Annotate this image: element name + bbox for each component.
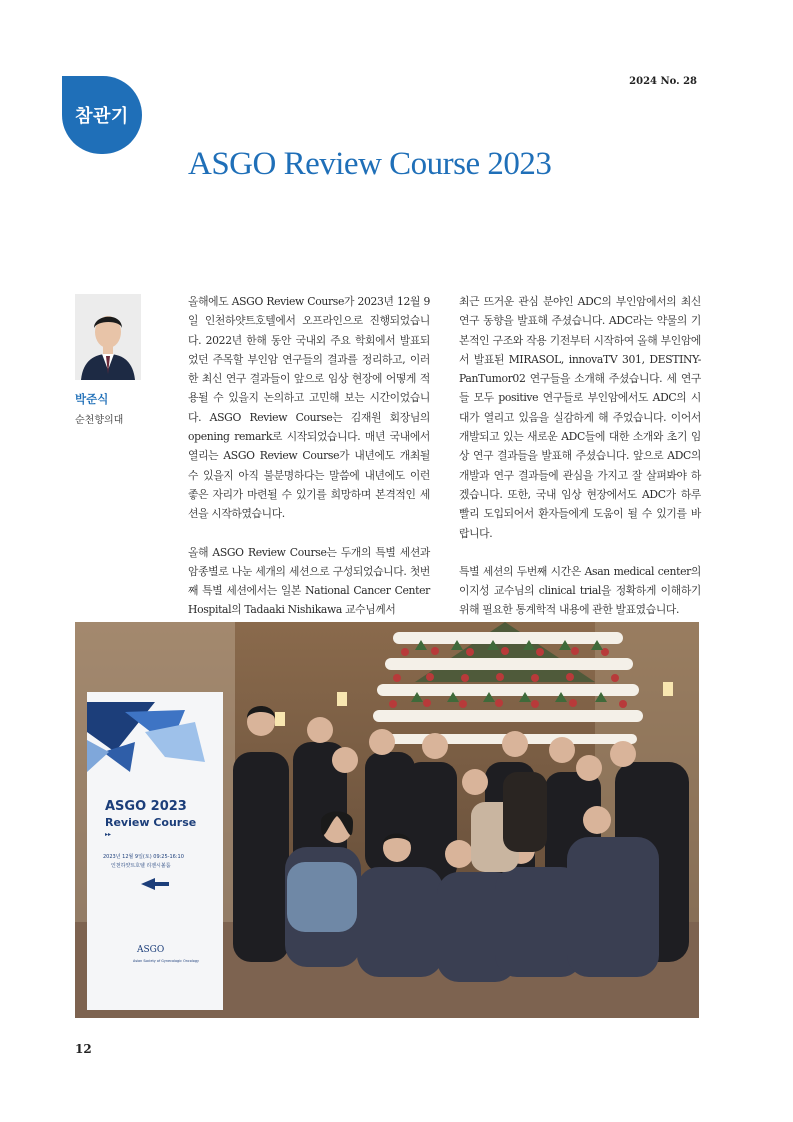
banner-date: 2023년 12월 9일(토) 09:25-16:10 [103,854,184,860]
banner-title-line2: Review Course [105,816,197,829]
issue-number: 2024 No. 28 [629,76,697,87]
paragraph: 특별 세션의 두번째 시간은 Asan medical center의 이지성 교수님의 clinical trial을 정확하게 이해하기 위해 필요한 통계학적 내용에 관한 발표였습니다. [459,564,701,617]
banner-venue: 인천하얏트호텔 리젠시볼룸 [111,863,171,869]
paragraph: 올해에도 ASGO Review Course가 2023년 12월 9일 인천하얏트호텔에서 오프라인으로 진행되었습니다. 2022년 한해 동안 국내외 주요 학회에서 발표되었던 주목할 부인암 연구들의 결과를 정리하고, 이러한 최신 연구 결과들이 앞으로 임상 현장에 어떻게 적용될 수 있을지 논의하고 고민해 보는 시간이었습니다. ASGO Review Course는 김재원 회장님의 opening remark로 시작되었습니다. 매년 국내에서 열리는 ASGO Review Course가 내년에도 개최될 수 있을지 아직 불분명하다는 말씀에 내년에도 이런 좋은 자리가 마련될 수 있기를 희망하며 본격적인 세션을 시작하였습니다. [188,295,430,521]
svg-text:▸▸: ▸▸ [105,831,112,838]
section-badge-label: 참관기 [75,106,129,127]
paragraph: 최근 뜨거운 관심 분야인 ADC의 부인암에서의 최신 연구 동향을 발표해 주셨습니다. ADC라는 약물의 기본적인 구조와 작용 기전부터 시작하여 올해 부인암에서 발표된 MIRASOL, innovaTV 301, DESTINY-PanTumor02 연구들을 소개해 주셨습니다. 세 연구들 모두 positive 연구들로 부인암에서도 ADC의 시대가 열리고 있음을 실감하게 해 주었습니다. 이어서 개발되고 있는 새로운 ADC들에 대한 소개와 초기 임상 연구 결과들을 발표해 주셨습니다. 앞으로 ADC의 개발과 연구 결과들에 관심을 가지고 잘 살펴봐야 하겠습니다. 또한, 국내 임상 현장에서도 ADC가 하루 빨리 도입되어서 환자들에게 도움이 될 수 있기를 바랍니다. [459,295,701,540]
article-column-1 [188,292,430,639]
paragraph: 올해 ASGO Review Course는 두개의 특별 세션과 암종별로 나눈 세개의 세션으로 구성되었습니다. 첫번째 특별 세션에서는 일본 National Cancer Center Hospital의 Tadaaki Nishikawa 교수님께서 [188,545,430,617]
article-title: ASGO Review Course 2023 [188,146,552,182]
asgo-banner [87,692,223,1010]
section-badge [62,76,142,154]
author-photo [75,294,141,380]
author-affiliation: 순천향의대 [75,415,124,426]
article-column-2 [459,292,701,639]
page-number: 12 [75,1042,92,1056]
banner-organization: Asian Society of Gynecologic Oncology [133,959,200,963]
group-photo-illustration [75,622,699,1018]
group-photo [75,622,699,1018]
author-name: 박준식 [75,392,109,406]
banner-title-line1: ASGO 2023 [105,799,187,814]
banner-logo: ASGO [137,945,165,955]
